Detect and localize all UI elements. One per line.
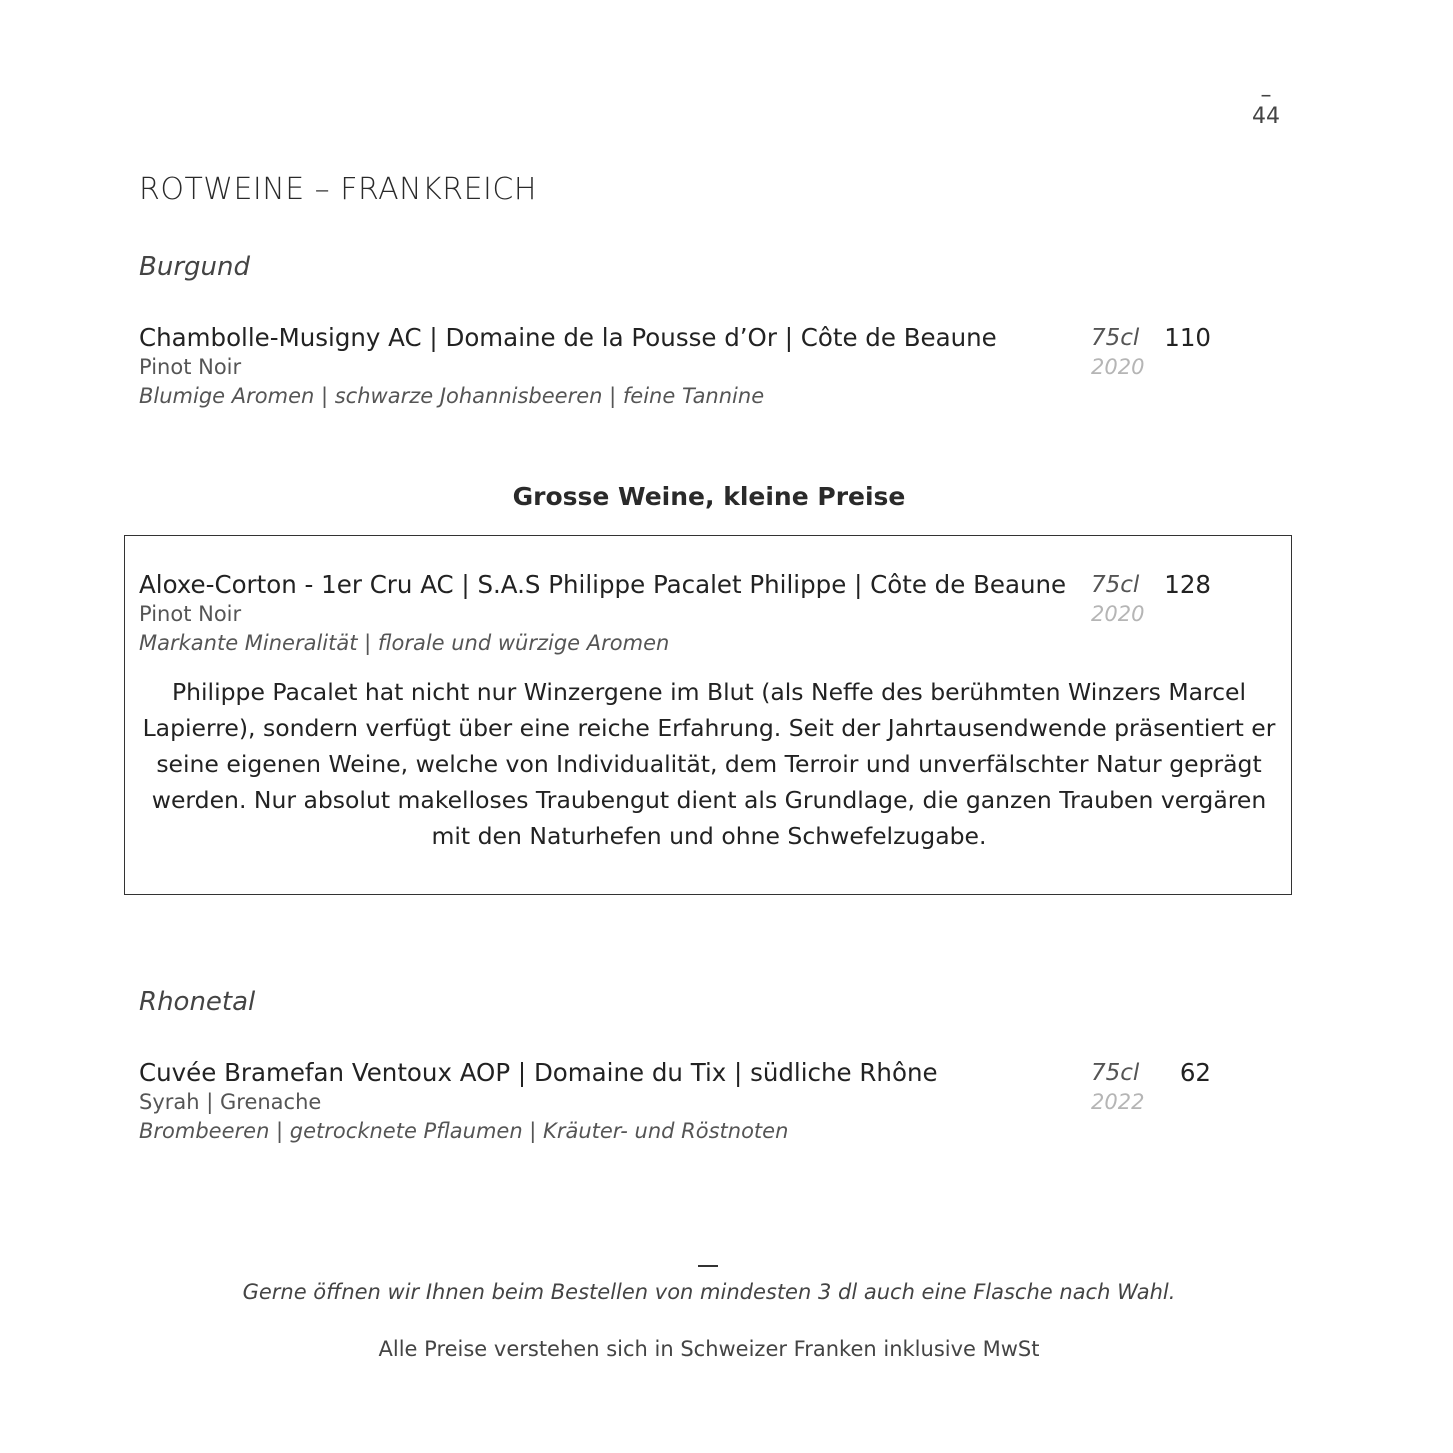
wine-vintage: 2020 bbox=[1091, 602, 1145, 626]
wine-grape: Pinot Noir bbox=[139, 602, 242, 626]
wine-entry bbox=[139, 570, 1229, 666]
page-title: ROTWEINE – FRANKREICH bbox=[139, 172, 537, 207]
wine-notes: Brombeeren | getrocknete Pflaumen | Kräuter- und Röstnoten bbox=[139, 1119, 789, 1143]
footer-note: Gerne öffnen wir Ihnen beim Bestellen von mindesten 3 dl auch eine Flasche nach Wahl. bbox=[242, 1280, 1176, 1304]
wine-name: Chambolle-Musigny AC | Domaine de la Pousse d’Or | Côte de Beaune bbox=[139, 323, 997, 352]
footer-price-info: Alle Preise verstehen sich in Schweizer Franken inklusive MwSt bbox=[378, 1337, 1040, 1361]
wine-price: 62 bbox=[1179, 1058, 1211, 1087]
wine-vintage: 2022 bbox=[1091, 1090, 1145, 1114]
page-number bbox=[1230, 83, 1302, 130]
wine-grape: Pinot Noir bbox=[139, 355, 242, 379]
wine-name: Cuvée Bramefan Ventoux AOP | Domaine du Tix | südliche Rhône bbox=[139, 1058, 938, 1087]
wine-vintage: 2020 bbox=[1091, 355, 1145, 379]
page-number-dash: – bbox=[1260, 83, 1272, 108]
wine-price: 110 bbox=[1164, 323, 1211, 352]
wine-notes: Blumige Aromen | schwarze Johannisbeeren | feine Tannine bbox=[139, 384, 765, 408]
wine-grape: Syrah | Grenache bbox=[139, 1090, 322, 1114]
winemaker-story: Philippe Pacalet hat nicht nur Winzergene im Blut (als Neffe des berühmten Winzers Marcel Lapierre), sondern verfügt über eine reiche Erfahrung. Seit der Jahrtausendwende präsentiert er seine eigenen Weine, welche von Individualität, dem Terroir und unverfälschter Natur geprägt werden. Nur absolut makelloses Traubengut dient als Grundlage, die ganzen Trauben vergären mit den Naturhefen und ohne Schwefelzugabe. bbox=[142, 678, 1276, 850]
wine-size: 75cl bbox=[1091, 1060, 1140, 1086]
wine-notes: Markante Mineralität | florale und würzige Aromen bbox=[139, 631, 670, 655]
highlight-box bbox=[124, 535, 1292, 895]
wine-price: 128 bbox=[1164, 570, 1211, 599]
wine-entry bbox=[139, 1058, 1229, 1154]
wine-size: 75cl bbox=[1091, 325, 1140, 351]
wine-name: Aloxe-Corton - 1er Cru AC | S.A.S Philippe Pacalet Philippe | Côte de Beaune bbox=[139, 570, 1067, 599]
footer-divider bbox=[698, 1265, 718, 1267]
page-number-value: 44 bbox=[1252, 104, 1280, 129]
highlight-heading: Grosse Weine, kleine Preise bbox=[512, 482, 906, 511]
region-heading-burgund: Burgund bbox=[139, 252, 250, 282]
wine-size: 75cl bbox=[1091, 572, 1140, 598]
wine-entry bbox=[139, 323, 1229, 419]
region-heading-rhonetal: Rhonetal bbox=[139, 987, 256, 1017]
